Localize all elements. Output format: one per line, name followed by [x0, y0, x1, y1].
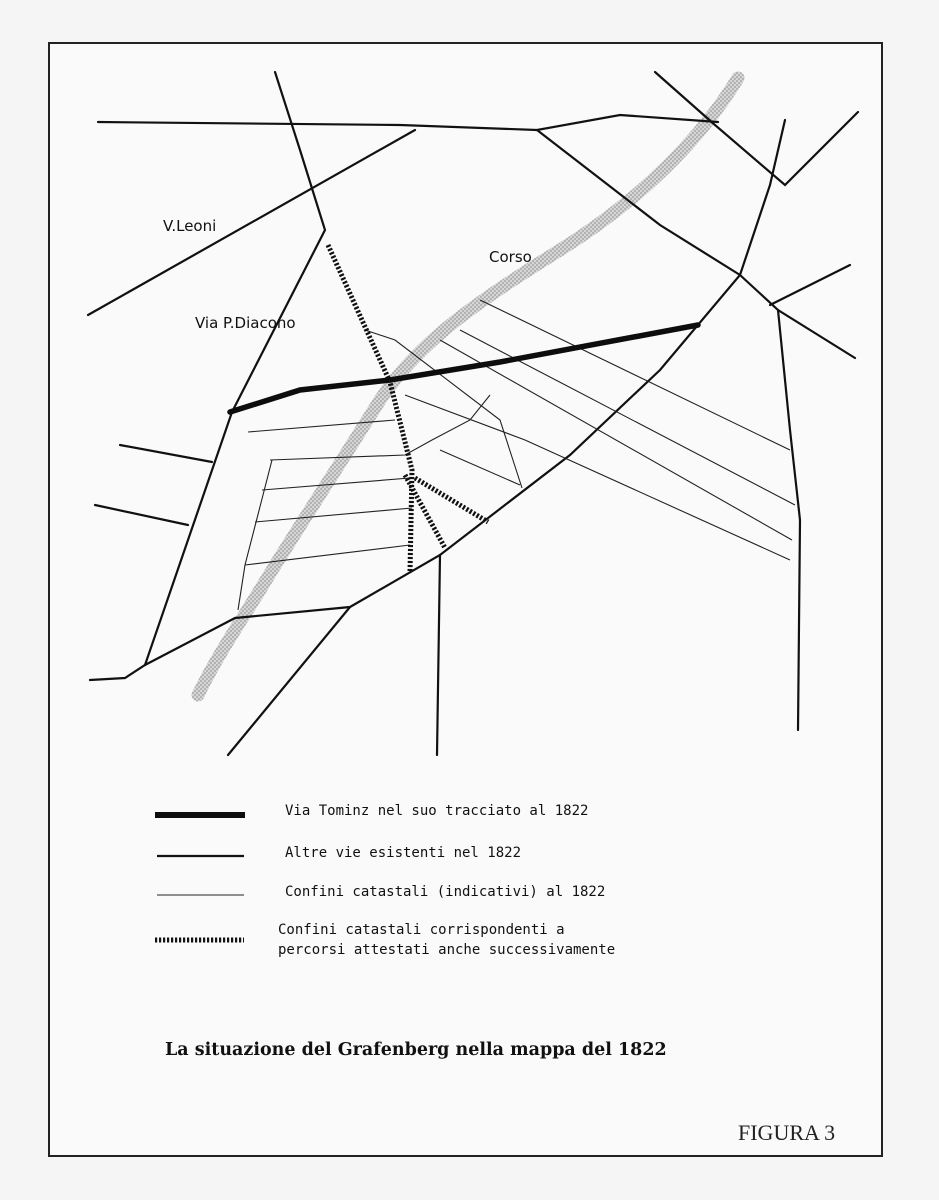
- road-southwest: [90, 120, 785, 680]
- cadastral-boundaries: [238, 300, 795, 610]
- road-north-top: [98, 115, 718, 130]
- figure-caption: La situazione del Grafenberg nella mappa del 1822: [165, 1040, 667, 1060]
- road-east-south: [778, 310, 800, 730]
- road-west-stub-1: [120, 445, 212, 462]
- road-west-stub-2: [95, 505, 188, 525]
- road-south-diagonal: [228, 607, 350, 755]
- other-streets: [88, 72, 858, 755]
- road-east: [740, 275, 855, 358]
- label-corso: Corso: [489, 248, 532, 266]
- hatched-boundaries: [328, 245, 488, 572]
- legend-label-percorsi: percorsi attestati anche successivamente: [278, 942, 616, 958]
- road-v-leoni: [88, 130, 415, 315]
- label-v-leoni: V.Leoni: [163, 217, 217, 235]
- legend-label-confini: Confini catastali (indicativi) al 1822: [285, 884, 606, 900]
- legend-label-confini-corrispondenti: Confini catastali corrispondenti a: [278, 922, 565, 938]
- road-south-vertical: [437, 555, 440, 755]
- legend-symbols: [155, 815, 245, 940]
- legend-label-altre-vie: Altre vie esistenti nel 1822: [285, 845, 522, 861]
- figure-number: FIGURA 3: [738, 1120, 836, 1145]
- corso-band: [198, 78, 738, 695]
- label-via-p-diacono: Via P.Diacono: [195, 314, 296, 332]
- road-ne-top: [655, 72, 858, 185]
- legend-label-via-tominz: Via Tominz nel suo tracciato al 1822: [285, 803, 589, 819]
- road-p-diacono-west: [145, 72, 325, 665]
- road-ne-diagonal: [537, 130, 740, 275]
- road-east-branch: [770, 265, 850, 305]
